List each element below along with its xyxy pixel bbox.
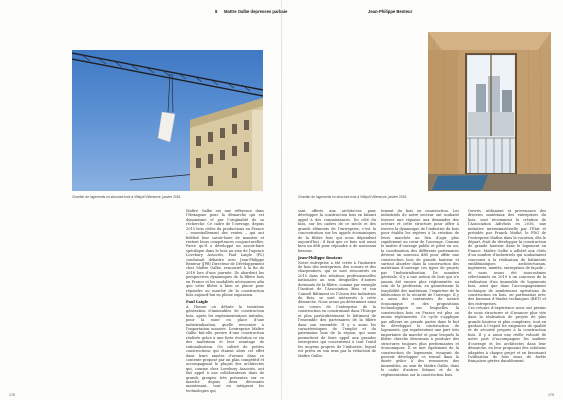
speaker-heading: Jean-Philippe Benteur bbox=[298, 256, 343, 261]
crane-photo bbox=[72, 50, 263, 191]
paragraph: sont offerts aux architectes pour développer la construction bois en faisant appel à des connaissances. Du côté du bois, sur les cadres de ce siècle et des grands éléments de l’entreprise, c’est la concentration sur les appels économiques de la filière bois qui nous dépendent aujourd’hui : il faut que ce bois soit aussi bien un défi pour répondre à de nouveaux besoins. bbox=[298, 209, 376, 253]
paragraph: À l’heure où débute la troisième génération d’immeubles de construction bois, après les expérimentations initiales, pour la mise en place d’une industrialisation, quelle rencontre à l’importation massive. L’entreprise Maître Oalbe fait-elle preuve d’une construction réalisée grâce à une forte évolution ce via des matériaux et leur avantage de rationalisation. On cultivé de petites constructions qui étaient alors cet effet dans leurs années d’avenir dans ce contexte proposé par un plan compétitif et accompagnant le plaçait des architectes qui, comme chez Lovebury Associés, ont fait appel à nos collaborateurs dans de grands groupes très présentes sur ce marché depuis deux décennies maintenant, tout en intégrant les technologies qui bbox=[186, 304, 264, 393]
running-head-number: 8 bbox=[215, 9, 218, 14]
running-head-left-title: Mattre Oalbe depresses parbaie bbox=[224, 9, 288, 14]
text-column-3 bbox=[381, 209, 459, 394]
timber-window-photo bbox=[428, 32, 551, 191]
text-column-2 bbox=[298, 209, 376, 394]
crane-photo-illustration bbox=[72, 50, 263, 191]
paragraph: Ces retours d’expérience nous ont permis de nous structurer et d’avancer plus vite dans la réalisation de projets de plus grande hauteur et plus complexes, tout en gardant à l’esprit les exigences de qualité et de sécurité propres à la construction bois. Il y a aussi une réelle volonté de notre part d’accompagner les maîtres d’ouvrage et les architectes dans leur démarche, en leur proposant des solutions adaptées à chaque projet et en favorisant l’utilisation de bois issus de forêts françaises gérées durablement. bbox=[468, 306, 546, 364]
paragraph: Notre entreprise a été créée à l’initiative de bois des entreprises, des scieurs et des charpentiers, qui se sont rencontrés en 2015 dans des relations professionnelles nationales au sein desquelles d’autres dormants de la filière, comme par exemple l’Institut de l’Association Bois et son Conseil Bâtiment ou l’Union des Industries du Bois, se sont intéressés à cette démarche. Nous avons pu déterminer ainsi ces cœurs de l’entreprise de la construction en construisant dans l’Europe et plus particulièrement le bâtiment de l’ensemble des partenaires de la filière dans son ensemble. Il y a aussi les caractéristiques de l’emploi et du patrimoine bois de la région, qui nous permettent de faire appel aux grandes entreprises qui concentrent à tout l’outil les moyens propres de l’industrie, lequel est prévu en son sens par la rédaction de Maître Oalbe. bbox=[298, 260, 376, 358]
paragraph: tement du bois en construction. Les industriels de notre secteur ont souhaité trouver une réponse aux demandes des acteurs et cette structure pour offrir à travers la dynamique de l’industrie du bois pour établir les repères à la création de leurs marchés au lieu d’agir plus rapidement au cœur de l’ouvrage. Comme le maître d’ouvrage public et privé en soi, la coordination des différents partenaires devient un nouveau défi pour offrir une construction bois de grande hauteur et surtout aborder dans la construction des matériaux d’ouvrage ces types de projets par l’industrialisation. De manière générale, il y a une notion de bois qui n’a jamais été encore plus réglementée au sein de la profession, en garantissant la traçabilité des matériaux, l’expertise de la fabrication et la sécurité de l’ouvrage. Il y a aussi des contraintes de nature économique et des propositions technologiques sur lesquelles la construction bois en France est plus ou moins réglementée. Ce cycle s’applique par ailleurs en grande partie dans le but de développer la construction de logements, qui représentent une part très importante du marché et pour lesquels la filière cherche désormais à produire des structures toujours plus performantes et économiques. Il se met également de la construction de logements, essayant de pouvoir développer ce travail dans la durée grâce à des ressources des immeubles, au sein de Maître Oalbe, dans le cadre d’autres thèmes et de la réglementation sur la construction bois. bbox=[381, 209, 459, 377]
text-column-1 bbox=[186, 209, 264, 394]
page-number-left: 178 bbox=[9, 393, 15, 397]
text-column-4 bbox=[468, 209, 546, 394]
paragraph: Maître Oalbe est une référence dans l’Hexagone pour la démarche qui est dynamisme et par l’originalité de sa recherche. Ce cadre de l’ouvrage, depuis 2015 bois cèdes du productions en France – essentiellement des ventes – qui ont fidélisé leur savoir-faire de manière et restent leurs compétences conjoncturelles. Parce qu’il a développé un savoir-faire spécifique dans le bois au sein de l’agence Lovebury Associés, Paul Laigle (PL) conduisait débattre avec Jean-Philippe Benteur (JPB) Directeur de Développement chez Maître Oalbe, rencontré à la fin de 2018 lors d’une journée. Ils abordent les perspectives dynamiques de la filière bois en France et les modalités nécessaires afin que cette filière à bien se placer pour répondre au marché de la construction bois aujourd’hui en pleine expansion. bbox=[186, 209, 264, 298]
page-number-right: 179 bbox=[548, 393, 554, 397]
running-head-right-title: Jean-Philippe Benteur bbox=[368, 9, 413, 14]
paragraph: Ouvrés, utilisaient et provenance des diverses matériaux des entreprises du bois, sont récemment la création de l’Association Adivbois en 2016, une initiative interministérielle par l’État et présidée par Franck Mathé, le PDG de l’entreprise Mathis dans la vocation, dès le départ, était de développer la construction de grande hauteur dans le logement en France. Maître Oalbe a adhéré aux côtés d’un nombre d’industriels qui souhaitaient concourir à la réalisation de bâtiments emblématiques – architecturaux, ingénierie, mixités, entreprises de façade – et nous avons été nous-mêmes sélectionnés en 2019 à un concours de la réalisation d’un immeuble de logements bois, ainsi que dans l’accompagnement technique de nombreuses opérations de construction en bois, en partenariat avec des bureaux d’études techniques (BET) et des entreprises. bbox=[468, 209, 546, 306]
timber-window-illustration bbox=[428, 32, 551, 191]
page-gutter bbox=[281, 0, 282, 400]
speaker-heading: Paul Laigle bbox=[186, 300, 209, 305]
caption-left: Chantier de logements en structure bois à Villejuif Villeneuve, janvier 2018 bbox=[72, 195, 181, 199]
caption-right: Chantier de logements en structure bois à Villejuif Villeneuve, janvier 2018 bbox=[298, 195, 407, 199]
